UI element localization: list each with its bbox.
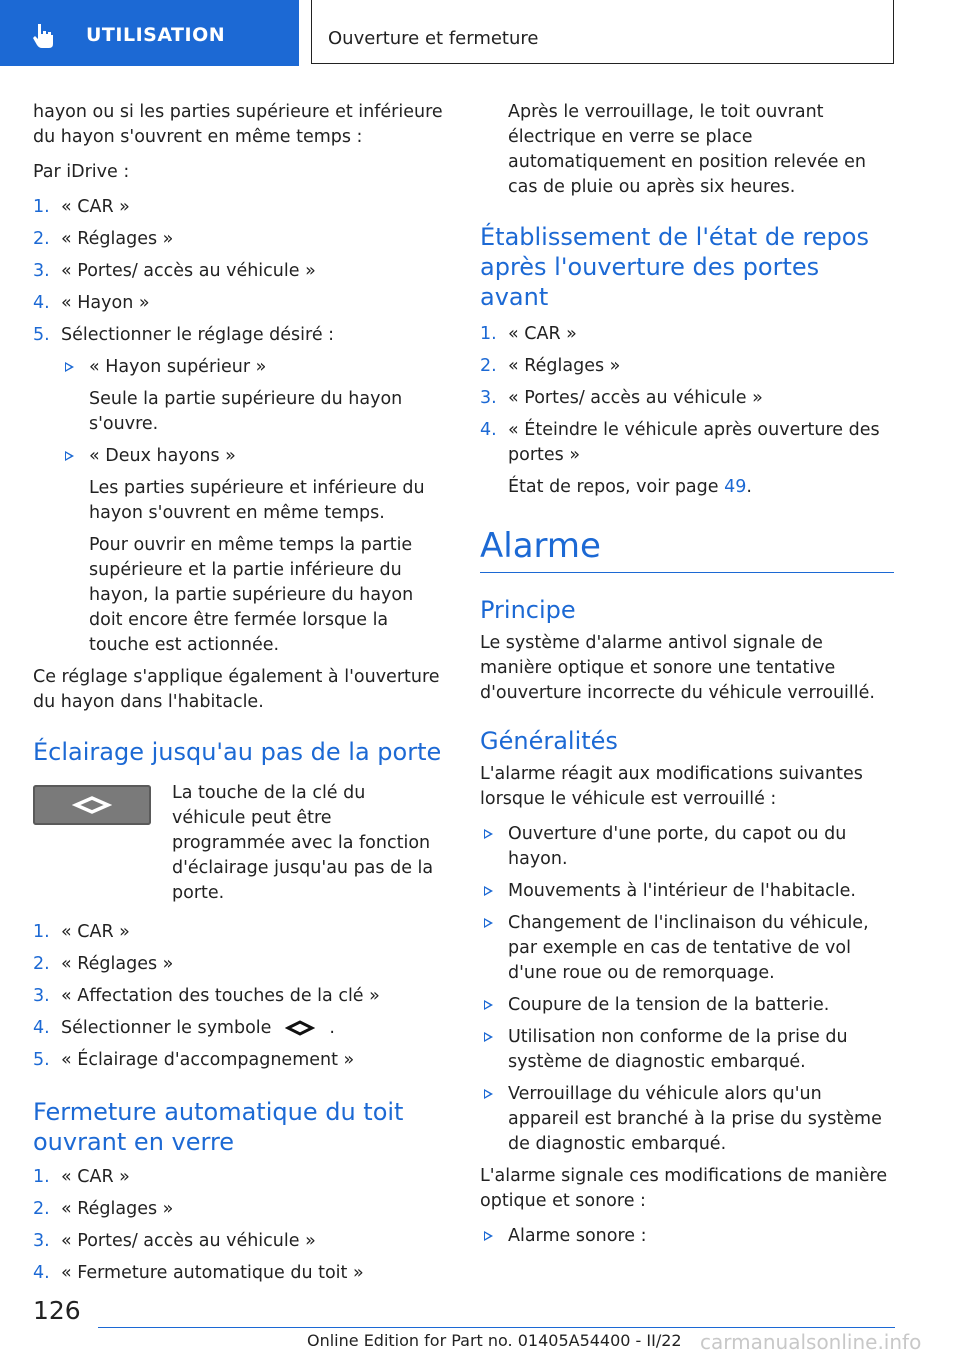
list-item: Utilisation non conforme de la prise du système de diagnostic embarqué. bbox=[480, 1025, 894, 1075]
roof-paragraph: Après le verrouillage, le toit ouvrant électrique en verre se place automatiquement en position relevée en cas de pluie ou après six heures. bbox=[508, 102, 866, 197]
list-item: 4. « Hayon » bbox=[33, 293, 150, 313]
list-item: 1. « CAR » bbox=[480, 324, 577, 344]
footer-rule bbox=[98, 1327, 895, 1328]
bullet-triangle-icon bbox=[484, 1089, 493, 1099]
heading-roof: Fermeture automatique du toit ouvrant en verre bbox=[33, 1098, 404, 1156]
bullet-triangle-icon bbox=[484, 886, 493, 896]
list-item: 4. Sélectionner le symbole . bbox=[33, 1018, 335, 1038]
intro-idrive: Par iDrive : bbox=[33, 162, 130, 182]
list-item: 1. « CAR » bbox=[33, 922, 130, 942]
signal-paragraph: L'alarme signale ces modifications de manière optique et sonore : bbox=[480, 1166, 888, 1211]
intro-paragraph: hayon ou si les parties supérieure et inférieure du hayon s'ouvrent en même temps : bbox=[33, 102, 443, 147]
heading-rest-state: Établissement de l'état de repos après l'ouverture des portes avant bbox=[480, 223, 869, 311]
list-item: 3. « Affectation des touches de la clé » bbox=[33, 986, 380, 1006]
list-item: Verrouillage du véhicule alors qu'un appareil est branché à la prise du système de diagnostic embarqué. bbox=[480, 1082, 894, 1157]
bullet-triangle-icon bbox=[484, 1000, 493, 1010]
bullet-triangle-icon bbox=[65, 451, 74, 461]
list-item: « Deux hayons » Les parties supérieure et inférieure du hayon s'ouvrent en même temps. Pour ouvrir en même temps la partie supérieure et la partie inférieure du hayon, la partie supérieure du hayon doit encore être fermée lorsque la touche est actionnée. bbox=[61, 444, 443, 658]
heading-general: Généralités bbox=[480, 727, 618, 755]
section-tab bbox=[0, 0, 299, 66]
heading-alarm: Alarme bbox=[480, 526, 601, 566]
section-title: UTILISATION bbox=[86, 24, 226, 46]
list-item: 2. « Réglages » bbox=[33, 1199, 174, 1219]
outro-paragraph: Ce réglage s'applique également à l'ouverture du hayon dans l'habitacle. bbox=[33, 667, 440, 712]
edition-text: Online Edition for Part no. 01405A54400 - II/22 bbox=[307, 1331, 682, 1350]
page-number: 126 bbox=[33, 1296, 81, 1325]
list-item: 3. « Portes/ accès au véhicule » bbox=[33, 261, 316, 281]
list-item: Ouverture d'une porte, du capot ou du hayon. bbox=[480, 822, 894, 872]
list-item: 1. « CAR » bbox=[33, 1167, 130, 1187]
key-button-image bbox=[33, 785, 151, 825]
steps-roof bbox=[33, 1165, 443, 1286]
chapter-tab bbox=[311, 0, 894, 64]
key-illustration-block bbox=[33, 781, 443, 906]
list-item: 1. « CAR » bbox=[33, 197, 130, 217]
right-column bbox=[480, 100, 894, 1256]
steps-lighting bbox=[33, 920, 443, 1073]
alarm-trigger-list bbox=[480, 822, 894, 1157]
heading-principle: Principe bbox=[480, 596, 576, 624]
signal-list bbox=[480, 1224, 894, 1249]
list-item: 5. Sélectionner le réglage désiré : bbox=[33, 325, 335, 345]
steps-tailgate bbox=[33, 195, 443, 348]
list-item: Alarme sonore : bbox=[480, 1224, 894, 1249]
pointing-hand-icon bbox=[30, 22, 58, 50]
watermark: carmanualsonline.info bbox=[700, 1330, 922, 1354]
diamond-key-icon bbox=[72, 796, 112, 814]
general-paragraph: L'alarme réagit aux modifications suivantes lorsque le véhicule est verrouillé : bbox=[480, 764, 863, 809]
list-item: 3. « Portes/ accès au véhicule » bbox=[480, 388, 763, 408]
list-item: 3. « Portes/ accès au véhicule » bbox=[33, 1231, 316, 1251]
bullet-triangle-icon bbox=[484, 918, 493, 928]
list-item: 2. « Réglages » bbox=[33, 229, 174, 249]
principle-paragraph: Le système d'alarme antivol signale de manière optique et sonore une tentative d'ouverture incorrecte du véhicule verrouillé. bbox=[480, 633, 875, 703]
list-item: « Hayon supérieur » Seule la partie supérieure du hayon s'ouvre. bbox=[61, 355, 443, 437]
list-item: Changement de l'inclinaison du véhicule, par exemple en cas de tentative de vol d'une roue ou de remorquage. bbox=[480, 911, 894, 986]
left-column bbox=[33, 100, 443, 1293]
diamond-symbol-icon bbox=[285, 1020, 315, 1036]
page-link[interactable]: 49 bbox=[724, 477, 747, 497]
steps-rest bbox=[480, 322, 894, 500]
bullet-triangle-icon bbox=[65, 362, 74, 372]
alarm-heading-block bbox=[480, 526, 894, 573]
list-item: 4. « Fermeture automatique du toit » bbox=[33, 1263, 364, 1283]
bullet-triangle-icon bbox=[484, 1032, 493, 1042]
list-item: Mouvements à l'intérieur de l'habitacle. bbox=[480, 879, 894, 904]
chapter-title: Ouverture et fermeture bbox=[328, 28, 539, 49]
tailgate-options bbox=[61, 355, 443, 658]
bullet-triangle-icon bbox=[484, 829, 493, 839]
list-item: Coupure de la tension de la batterie. bbox=[480, 993, 894, 1018]
list-item: 5. « Éclairage d'accompagnement » bbox=[33, 1050, 355, 1070]
bullet-triangle-icon bbox=[484, 1231, 493, 1241]
list-item: 4. « Éteindre le véhicule après ouverture des portes » État de repos, voir page 49. bbox=[480, 418, 894, 500]
key-description: La touche de la clé du véhicule peut être programmée avec la fonction d'éclairage jusqu'au pas de la porte. bbox=[172, 783, 434, 903]
heading-lighting: Éclairage jusqu'au pas de la porte bbox=[33, 738, 442, 766]
list-item: 2. « Réglages » bbox=[33, 954, 174, 974]
list-item: 2. « Réglages » bbox=[480, 356, 621, 376]
rest-note: État de repos, voir page 49. bbox=[508, 477, 752, 497]
